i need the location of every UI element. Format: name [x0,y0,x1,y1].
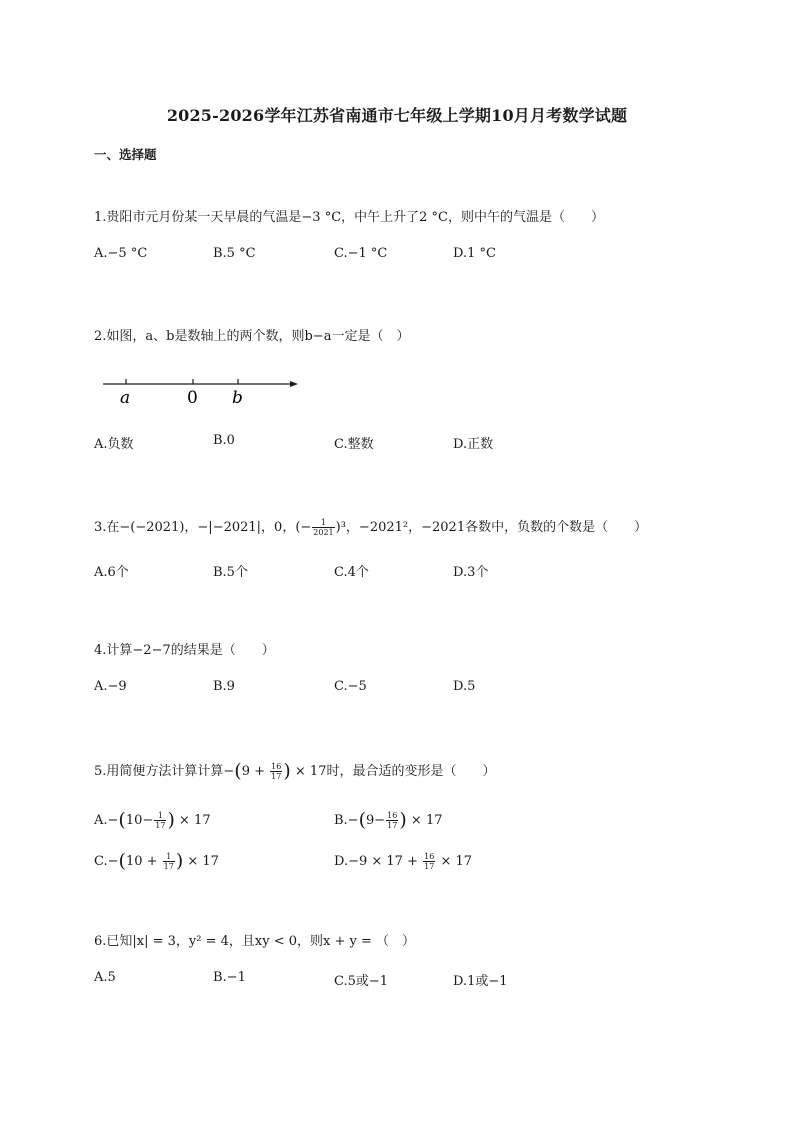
q5-b-suffix: × 17 [406,813,443,828]
label-zero: 0 [187,388,198,408]
q3-frac-den: 2021 [313,528,334,537]
q5-b-paren-open: ( [358,809,366,831]
q5-frac-den: 17 [271,772,282,781]
q5-stem-end: × 17时，最合适的变形是（ ） [290,764,496,779]
q3-stem-end: )³，−2021²，−2021各数中，负数的个数是（ ） [335,520,648,535]
q1-option-a: A.−5 °C [94,246,148,261]
q5-c-prefix: C.− [94,854,119,869]
q5-c-num: 1 [163,852,175,862]
q4-option-c: C.−5 [334,679,367,694]
q2-option-d: D.正数 [453,437,494,452]
q5-b-prefix: B.− [334,813,359,828]
q5-a-fraction [154,811,166,830]
page-title: 2025-2026学年江苏省南通市七年级上学期10月月考数学试题 [166,106,628,125]
question-1-stem: 1.贵阳市元月份某一天早晨的气温是−3 °C，中午上升了2 °C，则中午的气温是（ ） [94,210,604,225]
q5-c-paren-open: ( [118,850,126,872]
q5-b-inner: 9− [366,813,386,828]
q5-c-fraction [163,852,175,871]
q5-a-inner: 10− [125,813,154,828]
question-2-stem: 2.如图，a、b是数轴上的两个数，则b−a一定是（ ） [94,329,410,344]
q6-option-a: A.5 [94,970,116,985]
q2-option-b: B.0 [213,433,235,448]
q5-frac-num: 16 [271,762,282,771]
number-line-figure [100,372,300,412]
q5-d-den: 17 [424,862,435,871]
q5-d-num: 16 [424,852,435,861]
q5-b-num: 16 [387,811,398,820]
q6-option-d: D.1或−1 [453,974,508,989]
question-5-stem [94,760,495,781]
q3-stem-start: 3.在−(−2021)，−|−2021|，0，(− [94,520,312,535]
q2-option-a: A.负数 [94,437,134,452]
q4-option-d: D.5 [453,679,476,694]
q2-option-c: C.整数 [334,437,374,452]
q5-fraction [270,762,282,781]
q5-a-prefix: A.− [94,813,119,828]
q1-option-d: D.1 °C [453,246,496,261]
q5-d-suffix: × 17 [436,854,473,869]
number-line-arrow-icon [290,381,298,387]
q5-option-d [334,852,472,871]
q5-a-paren-close: ) [167,809,175,831]
q6-option-c: C.5或−1 [334,974,389,989]
q5-stem-inner: 9 + [241,764,270,779]
q5-option-a [94,811,211,830]
q5-option-b [334,811,442,830]
section-heading: 一、选择题 [94,147,157,162]
q5-a-num: 1 [154,811,166,821]
label-a: a [120,388,131,408]
q3-fraction [312,518,334,537]
q5-option-c [94,852,219,871]
q5-b-fraction [386,811,398,830]
q5-d-fraction [423,852,435,871]
q5-a-den: 17 [155,821,166,830]
q1-option-b: B.5 °C [213,246,256,261]
question-3-stem [94,516,647,537]
q6-option-b: B.−1 [213,970,246,985]
q5-paren-open: ( [234,760,242,782]
q4-option-b: B.9 [213,679,235,694]
q5-paren-close: ) [283,760,291,782]
q3-option-b: B.5个 [213,565,248,580]
q3-frac-num: 1 [312,518,334,528]
q5-a-suffix: × 17 [174,813,211,828]
q5-b-paren-close: ) [399,809,407,831]
q5-c-suffix: × 17 [183,854,219,869]
q3-option-a: A.6个 [94,565,129,580]
question-6-stem: 6.已知|x| = 3，y² = 4，且xy < 0，则x + y = （ ） [94,934,416,949]
label-b: b [232,388,243,408]
q5-c-den: 17 [163,862,174,871]
question-4-stem: 4.计算−2−7的结果是（ ） [94,643,275,658]
q1-option-c: C.−1 °C [334,246,388,261]
q5-a-paren-open: ( [118,809,126,831]
q5-c-paren-close: ) [175,850,184,872]
q5-stem-start: 5.用简便方法计算计算− [94,764,235,779]
q3-option-d: D.3个 [453,565,489,580]
q5-b-den: 17 [387,821,398,830]
q4-option-a: A.−9 [94,679,127,694]
q5-d-prefix: D.−9 × 17 + [334,854,423,869]
q3-option-c: C.4个 [334,565,369,580]
q5-c-inner: 10 + [125,854,162,869]
